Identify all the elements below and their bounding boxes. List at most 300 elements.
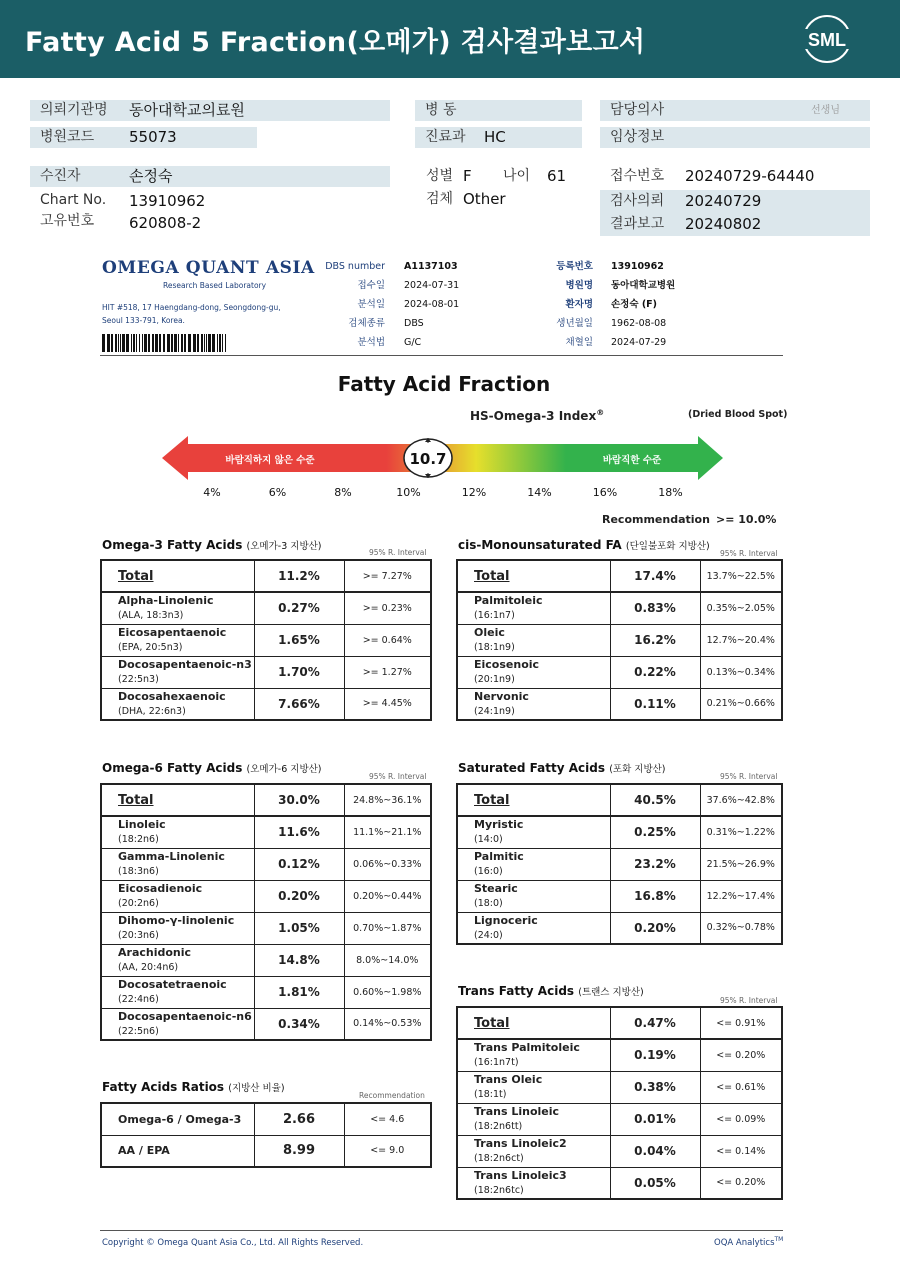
specimen-value: Other (463, 190, 506, 208)
ratios-title (102, 1080, 285, 1094)
mufa-row-name (457, 688, 610, 720)
gauge-tick-label: 6% (268, 486, 287, 499)
draw-label: 채혈일 (565, 337, 593, 348)
omega3-row-name (101, 656, 254, 688)
omega6-row-pct: 11.6% (254, 816, 344, 848)
omega6-row-ref: 0.06%~0.33% (344, 848, 431, 880)
omega6-acid-name: Linoleic (118, 818, 166, 832)
barcode-bar (118, 334, 119, 352)
omega3-acid-name: Docosahexaenoic (118, 689, 226, 703)
barcode-bar (107, 334, 110, 352)
omega3-total-row (101, 560, 431, 592)
trans-row-name (457, 1103, 610, 1135)
sfa-row-pct: 0.25% (610, 816, 700, 848)
omega3-ref-label: 95% R. Interval (369, 548, 427, 557)
sfa-row-pct: 23.2% (610, 848, 700, 880)
sex-label: 성별 (426, 168, 454, 184)
ratio-name: Omega-6 / Omega-3 (101, 1103, 254, 1135)
reg-label: 등록번호 (556, 261, 593, 272)
omega6-table (100, 783, 432, 1041)
trans-row (457, 1071, 782, 1103)
doctor-suffix: 선생님 (811, 105, 840, 116)
trans-row (457, 1103, 782, 1135)
sfa-title-ko: (포화 지방산) (609, 764, 666, 775)
omega6-row-name (101, 1008, 254, 1040)
omega6-row (101, 880, 431, 912)
mufa-total-pct: 17.4% (610, 560, 700, 592)
omega6-acid-formula: (18:3n6) (118, 866, 159, 877)
sex-value: F (463, 167, 472, 185)
request-label: 검사의뢰 (610, 193, 665, 209)
report-header (0, 0, 900, 78)
mufa-ref-label: 95% R. Interval (720, 549, 778, 558)
omega6-acid-name: Dihomo-γ-linolenic (118, 914, 235, 927)
omega6-row-name (101, 848, 254, 880)
mufa-acid-name: Eicosenoic (474, 658, 540, 671)
doctor-row (600, 100, 870, 121)
doctor-label: 담당의사 (610, 102, 665, 118)
request-value: 20240729 (685, 192, 762, 210)
trans-acid-formula: (18:2n6tt) (474, 1121, 523, 1132)
omega6-row (101, 848, 431, 880)
omega3-total-name: Total (101, 560, 254, 592)
recv-value: 2024-07-31 (404, 280, 460, 291)
clinical-label: 임상정보 (610, 129, 665, 145)
omega6-row-name (101, 912, 254, 944)
good-level-label: 바람직한 수준 (602, 455, 662, 466)
patient-label: 수진자 (40, 168, 81, 184)
omega6-title-ko: (오메가-6 지방산) (246, 764, 322, 775)
header-divider (100, 355, 783, 356)
barcode-bar (120, 334, 121, 352)
mufa-row-name (457, 624, 610, 656)
chart-label: Chart No. (40, 192, 107, 208)
barcode-bar (102, 334, 105, 352)
trans-table (456, 1006, 783, 1200)
hospital-value: 동아대학교의료원 (129, 101, 245, 119)
trans-row-name (457, 1071, 610, 1103)
mufa-acid-formula: (18:1n9) (474, 642, 515, 653)
sfa-row (457, 912, 782, 944)
mufa-acid-name: Nervonic (474, 689, 529, 703)
sfa-row (457, 848, 782, 880)
omega3-row (101, 688, 431, 720)
barcode-bar (174, 334, 177, 352)
barcode-bar (197, 334, 199, 352)
dob-label: 생년월일 (556, 318, 593, 329)
trans-acid-formula: (18:2n6tc) (474, 1184, 524, 1196)
omega6-total-ref: 24.8%~36.1% (344, 784, 431, 816)
mufa-title (458, 538, 710, 552)
mufa-acid-formula: (20:1n9) (474, 674, 515, 685)
barcode-bar (163, 334, 165, 352)
omega6-row-pct: 1.05% (254, 912, 344, 944)
sml-logo-text: SML (808, 30, 846, 50)
mufa-title-ko: (단일불포화 지방산) (625, 541, 710, 552)
omega6-row-ref: 0.60%~1.98% (344, 976, 431, 1008)
method-value: G/C (404, 337, 422, 348)
trans-row (457, 1135, 782, 1167)
trans-acid-formula: (18:1t) (474, 1089, 507, 1100)
sfa-row (457, 816, 782, 848)
omega6-title-text: Omega-6 Fatty Acids (102, 761, 243, 775)
omega6-row-ref: 8.0%~14.0% (344, 944, 431, 976)
sfa-row-pct: 16.8% (610, 880, 700, 912)
barcode-bar (148, 334, 150, 352)
omega6-acid-formula: (18:2n6) (118, 834, 159, 846)
ratio-row (101, 1135, 431, 1167)
sfa-row (457, 880, 782, 912)
oqa-logo: OMEGA QUANT ASIA (102, 258, 315, 278)
omega6-row-pct: 0.34% (254, 1008, 344, 1040)
omega6-row (101, 944, 431, 976)
dob-value: 1962-08-08 (611, 318, 667, 329)
ratios-title-text: Fatty Acids Ratios (102, 1080, 225, 1094)
mufa-row (457, 656, 782, 688)
mufa-row-ref: 0.35%~2.05% (700, 592, 782, 624)
dbs-value: A1137103 (404, 261, 458, 272)
recommendation-label: Recommendation (602, 513, 710, 526)
barcode-bar (152, 334, 154, 352)
omega3-row-pct: 1.70% (254, 656, 344, 688)
anal-value: 2024-08-01 (404, 299, 460, 310)
omega6-row-name (101, 880, 254, 912)
trans-row (457, 1039, 782, 1071)
reg-value: 13910962 (611, 261, 664, 272)
omega6-row (101, 912, 431, 944)
omega3-title-text: Omega-3 Fatty Acids (102, 538, 243, 552)
barcode-bar (136, 334, 137, 352)
id-label: 고유번호 (40, 213, 95, 229)
omega3-title (102, 538, 322, 552)
sfa-row-ref: 0.31%~1.22% (700, 816, 782, 848)
omega3-row-ref: >= 1.27% (344, 656, 431, 688)
mufa-acid-formula: (24:1n9) (474, 705, 515, 717)
trans-row-name (457, 1135, 610, 1167)
dbs-label: DBS number (325, 261, 385, 272)
barcode-bar (133, 334, 135, 352)
omega6-row-pct: 14.8% (254, 944, 344, 976)
omega6-row (101, 1008, 431, 1040)
mufa-row (457, 688, 782, 720)
barcode-bar (206, 334, 207, 352)
omega6-ref-label: 95% R. Interval (369, 772, 427, 781)
omega3-table (100, 559, 432, 721)
sfa-acid-name: Palmitic (474, 850, 524, 863)
bad-level-label: 바람직하지 않은 수준 (225, 455, 315, 466)
omega3-row (101, 592, 431, 624)
barcode-bar (181, 334, 183, 352)
mufa-row-ref: 12.7%~20.4% (700, 624, 782, 656)
omega6-acid-name: Gamma-Linolenic (118, 850, 225, 863)
report-title: Fatty Acid 5 Fraction(오메가) 검사결과보고서 (25, 27, 646, 58)
sfa-ref-label: 95% R. Interval (720, 772, 778, 781)
recv-label: 접수일 (357, 280, 385, 291)
barcode-bar (115, 334, 117, 352)
omega6-row-name (101, 944, 254, 976)
omega6-title (102, 761, 322, 775)
omega3-row-ref: >= 0.64% (344, 624, 431, 656)
ratios-table (100, 1102, 432, 1168)
ratio-ref: <= 9.0 (344, 1135, 431, 1167)
trans-row-name (457, 1039, 610, 1071)
oqa-address (102, 301, 281, 327)
omega6-row-pct: 0.12% (254, 848, 344, 880)
mufa-row-ref: 0.13%~0.34% (700, 656, 782, 688)
omega3-acid-formula: (ALA, 18:3n3) (118, 610, 184, 622)
trans-acid-name: Trans Palmitoleic (474, 1041, 580, 1055)
ward-label: 병 동 (425, 102, 457, 118)
omega6-acid-formula: (22:5n6) (118, 1025, 159, 1037)
barcode-bar (201, 334, 203, 352)
trans-row-pct: 0.38% (610, 1071, 700, 1103)
barcode-bar (188, 334, 191, 352)
anal-label: 분석일 (357, 299, 385, 310)
omega6-row-ref: 0.20%~0.44% (344, 880, 431, 912)
ratios-ref-label: Recommendation (359, 1091, 425, 1100)
barcode-bar (171, 334, 173, 352)
sfa-title (458, 761, 666, 775)
omega6-acid-formula: (22:4n6) (118, 994, 159, 1005)
trans-row-name (457, 1167, 610, 1199)
sfa-acid-name: Myristic (474, 818, 524, 832)
omega6-row-name (101, 816, 254, 848)
type-label: 검체종류 (348, 318, 385, 329)
trans-row-pct: 0.05% (610, 1167, 700, 1199)
sfa-acid-formula: (16:0) (474, 866, 503, 877)
barcode-bar (217, 334, 218, 352)
ward-row (415, 100, 582, 121)
trans-row (457, 1167, 782, 1199)
trans-total-name: Total (457, 1007, 610, 1039)
omega6-row-name (101, 976, 254, 1008)
omega3-total-ref: >= 7.27% (344, 560, 431, 592)
omega6-row-pct: 0.20% (254, 880, 344, 912)
ratios-title-ko: (지방산 비율) (228, 1083, 285, 1094)
trans-acid-name: Trans Linoleic3 (474, 1168, 567, 1182)
patient-value: 손정숙 (129, 167, 173, 185)
barcode-bar (204, 334, 205, 352)
sfa-row-name (457, 816, 610, 848)
omega3-row-pct: 1.65% (254, 624, 344, 656)
barcode-bar (193, 334, 196, 352)
omega6-acid-name: Eicosadienoic (118, 882, 203, 895)
omega6-total-row (101, 784, 431, 816)
omega6-row-ref: 0.70%~1.87% (344, 912, 431, 944)
trans-total-row (457, 1007, 782, 1039)
index-gauge (160, 432, 730, 484)
trans-acid-name: Trans Oleic (474, 1073, 543, 1086)
report-label: 결과보고 (610, 216, 665, 232)
omega3-row-ref: >= 0.23% (344, 592, 431, 624)
brand-sup: TM (774, 1236, 784, 1243)
age-label: 나이 (503, 168, 531, 184)
trans-title-text: Trans Fatty Acids (458, 984, 575, 998)
sfa-title-text: Saturated Fatty Acids (458, 761, 605, 775)
trans-row-ref: <= 0.61% (700, 1071, 782, 1103)
sfa-row-name (457, 848, 610, 880)
barcode-bar (139, 334, 140, 352)
omega3-row (101, 656, 431, 688)
barcode-bar (122, 334, 125, 352)
clinical-row (600, 127, 870, 148)
trans-title (458, 984, 644, 998)
mufa-row-ref: 0.21%~0.66% (700, 688, 782, 720)
omega3-row-pct: 7.66% (254, 688, 344, 720)
omega6-acid-formula: (20:3n6) (118, 930, 159, 941)
gauge-tick-label: 10% (396, 486, 421, 499)
omega6-row (101, 976, 431, 1008)
trans-acid-formula: (16:1n7t) (474, 1057, 519, 1069)
report-value: 20240802 (685, 215, 762, 233)
specimen-label: 검체 (426, 191, 454, 207)
mufa-row (457, 592, 782, 624)
trans-row-ref: <= 0.14% (700, 1135, 782, 1167)
index-title-text: HS-Omega-3 Index (470, 409, 597, 423)
trans-row-ref: <= 0.20% (700, 1039, 782, 1071)
sfa-row-name (457, 880, 610, 912)
omega3-acid-name: Alpha-Linolenic (118, 594, 214, 608)
sfa-acid-name: Lignoceric (474, 913, 538, 927)
ratio-value: 2.66 (254, 1103, 344, 1135)
omega6-row-ref: 0.14%~0.53% (344, 1008, 431, 1040)
mufa-row-name (457, 656, 610, 688)
barcode-bar (111, 334, 113, 352)
age-value: 61 (547, 167, 567, 185)
code-value: 55073 (129, 128, 177, 146)
sfa-acid-formula: (14:0) (474, 834, 503, 846)
gauge-tick-label: 14% (527, 486, 552, 499)
omega6-acid-formula: (AA, 20:4n6) (118, 962, 179, 973)
omega3-acid-name: Docosapentaenoic-n3 (118, 658, 252, 671)
code-label: 병원코드 (40, 129, 95, 145)
sfa-table (456, 783, 783, 945)
recommendation-value: >= 10.0% (716, 513, 777, 526)
omega3-acid-name: Eicosapentaenoic (118, 626, 227, 639)
index-title-sup: ® (596, 408, 605, 417)
sfa-total-name: Total (457, 784, 610, 816)
ratio-ref: <= 4.6 (344, 1103, 431, 1135)
ratio-name: AA / EPA (101, 1135, 254, 1167)
barcode-bar (126, 334, 129, 352)
trans-acid-formula: (18:2n6ct) (474, 1153, 524, 1164)
barcode-bar (222, 334, 223, 352)
barcode-bar (131, 334, 132, 352)
barcode-bar (184, 334, 186, 352)
omega3-row-name (101, 624, 254, 656)
trans-total-pct: 0.47% (610, 1007, 700, 1039)
mufa-total-ref: 13.7%~22.5% (700, 560, 782, 592)
omega3-total-pct: 11.2% (254, 560, 344, 592)
dept-label: 진료과 (425, 129, 466, 145)
dept-value: HC (484, 128, 506, 146)
barcode-bar (159, 334, 161, 352)
trans-title-ko: (트랜스 지방산) (578, 987, 644, 998)
name-label: 환자명 (565, 299, 593, 310)
hosp-value: 동아대학교병원 (611, 280, 676, 291)
ratio-value: 8.99 (254, 1135, 344, 1167)
trans-row-ref: <= 0.20% (700, 1167, 782, 1199)
mufa-acid-name: Palmitoleic (474, 594, 543, 608)
trans-ref-label: 95% R. Interval (720, 996, 778, 1005)
oqa-analytics-brand (714, 1236, 783, 1248)
barcode-bar (225, 334, 226, 352)
sfa-acid-formula: (18:0) (474, 898, 503, 909)
omega6-row-ref: 11.1%~21.1% (344, 816, 431, 848)
omega6-row-pct: 1.81% (254, 976, 344, 1008)
omega3-row-name (101, 592, 254, 624)
barcode-bar (144, 334, 147, 352)
sml-logo-icon (800, 12, 854, 66)
omega6-total-name: Total (101, 784, 254, 816)
omega3-title-ko: (오메가-3 지방산) (246, 541, 322, 552)
trans-row-pct: 0.01% (610, 1103, 700, 1135)
mufa-row-pct: 0.11% (610, 688, 700, 720)
sfa-acid-formula: (24:0) (474, 929, 503, 941)
type-value: DBS (404, 318, 424, 329)
oqa-subtitle: Research Based Laboratory (163, 281, 267, 290)
id-value: 620808-2 (129, 214, 202, 232)
reception-value: 20240729-64440 (685, 167, 815, 185)
mufa-table (456, 559, 783, 721)
omega6-acid-formula: (20:2n6) (118, 898, 159, 909)
omega6-acid-name: Docosatetraenoic (118, 978, 227, 991)
gauge-tick-label: 4% (203, 486, 221, 499)
omega3-acid-formula: (EPA, 20:5n3) (118, 642, 183, 653)
barcode-bar (219, 334, 221, 352)
omega6-acid-name: Docosapentaenoic-n6 (118, 1009, 252, 1023)
name-value: 손정숙 (F) (611, 299, 658, 310)
sfa-total-ref: 37.6%~42.8% (700, 784, 782, 816)
mufa-row-name (457, 592, 610, 624)
hosp-label: 병원명 (565, 280, 593, 291)
mufa-acid-formula: (16:1n7) (474, 610, 515, 622)
oqa-address-line1: HIT #518, 17 Haengdang-dong, Seongdong-gu, (102, 303, 281, 312)
mufa-title-text: cis-Monounsaturated FA (458, 538, 622, 552)
omega6-row (101, 816, 431, 848)
omega3-row (101, 624, 431, 656)
barcode-icon (102, 334, 230, 352)
omega3-row-name (101, 688, 254, 720)
method-label: 분석법 (357, 337, 385, 348)
sfa-total-pct: 40.5% (610, 784, 700, 816)
mufa-row-pct: 0.83% (610, 592, 700, 624)
omega6-total-pct: 30.0% (254, 784, 344, 816)
gauge-tick-label: 16% (592, 486, 618, 499)
mufa-row-pct: 16.2% (610, 624, 700, 656)
patient-row (30, 166, 390, 187)
gauge-tick-label: 12% (461, 486, 487, 499)
gauge-tick-label: 18% (658, 486, 683, 499)
index-title (470, 408, 604, 423)
trans-row-pct: 0.04% (610, 1135, 700, 1167)
reception-label: 접수번호 (610, 168, 665, 184)
sample-type: (Dried Blood Spot) (688, 409, 788, 420)
fraction-title: Fatty Acid Fraction (337, 372, 551, 396)
barcode-bar (142, 334, 143, 352)
ratio-row (101, 1103, 431, 1135)
mufa-total-name: Total (457, 560, 610, 592)
trans-row-pct: 0.19% (610, 1039, 700, 1071)
copyright: Copyright © Omega Quant Asia Co., Ltd. All Rights Reserved. (102, 1238, 364, 1248)
chart-value: 13910962 (129, 192, 206, 210)
mufa-row-pct: 0.22% (610, 656, 700, 688)
sfa-row-ref: 0.32%~0.78% (700, 912, 782, 944)
brand-text: OQA Analytics (714, 1237, 775, 1248)
omega3-row-pct: 0.27% (254, 592, 344, 624)
sfa-total-row (457, 784, 782, 816)
gauge-tick-label: 8% (334, 486, 352, 499)
